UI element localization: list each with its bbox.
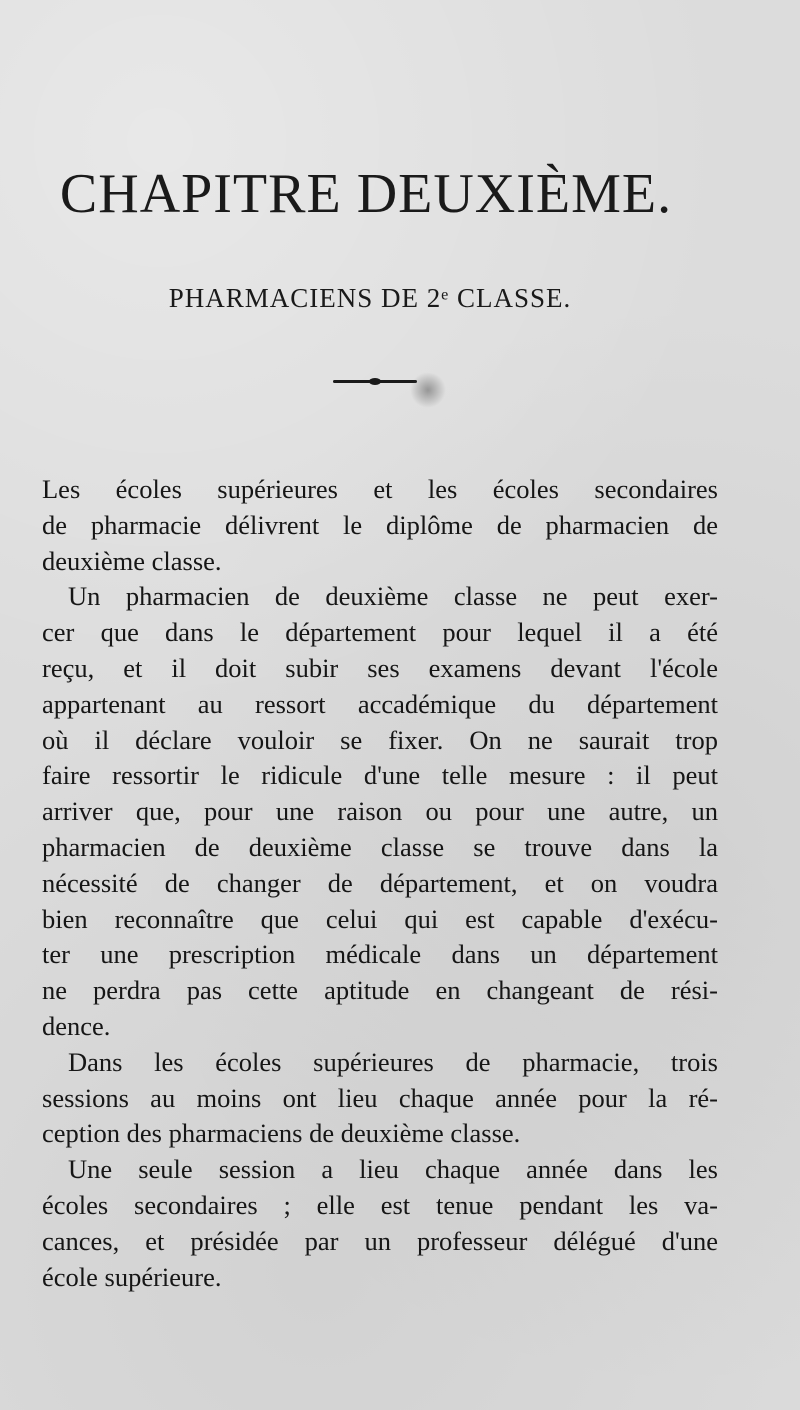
text-line: nécessité de changer de département, et on voudra — [42, 867, 718, 898]
text-line: deuxième classe. — [42, 545, 222, 576]
text-line: appartenant au ressort accadémique du département — [42, 688, 718, 719]
chapter-title: CHAPITRE DEUXIÈME. — [59, 163, 673, 225]
text-line: Une seule session a lieu chaque année dans les — [68, 1154, 718, 1185]
text-line: Dans les écoles supérieures de pharmacie, trois — [68, 1046, 718, 1077]
text-line: faire ressortir le ridicule d'une telle mesure : il peut — [42, 760, 718, 791]
text-line: où il déclare vouloir se fixer. On ne saurait trop — [42, 724, 718, 755]
body-text — [42, 472, 718, 1295]
text-line: bien reconnaître que celui qui est capable d'exécu- — [42, 903, 718, 934]
text-line: école supérieure. — [42, 1261, 222, 1292]
ornamental-rule — [333, 380, 417, 383]
text-line: de pharmacie délivrent le diplôme de pharmacien de — [42, 509, 718, 540]
text-line: arriver que, pour une raison ou pour une autre, un — [42, 796, 718, 827]
section-title: PHARMACIENS DE 2ᵉ CLASSE. — [168, 283, 572, 313]
text-line: Les écoles supérieures et les écoles secondaires — [42, 474, 718, 504]
ink-smudge — [410, 372, 446, 408]
text-line: cances, et présidée par un professeur délégué d'une — [42, 1225, 718, 1256]
text-line: ne perdra pas cette aptitude en changeant de rési- — [42, 975, 718, 1006]
text-line: reçu, et il doit subir ses examens devant l'école — [42, 652, 718, 683]
text-line: cer que dans le département pour lequel il a été — [42, 617, 718, 648]
text-line: Un pharmacien de deuxième classe ne peut exer- — [68, 581, 718, 612]
text-line: pharmacien de deuxième classe se trouve dans la — [42, 831, 718, 862]
text-line: écoles secondaires ; elle est tenue pendant les va- — [42, 1189, 718, 1220]
text-line: ter une prescription médicale dans un département — [42, 939, 718, 970]
text-line: dence. — [42, 1010, 111, 1041]
text-line: ception des pharmaciens de deuxième classe. — [42, 1118, 521, 1149]
text-line: sessions au moins ont lieu chaque année pour la ré- — [42, 1082, 718, 1113]
